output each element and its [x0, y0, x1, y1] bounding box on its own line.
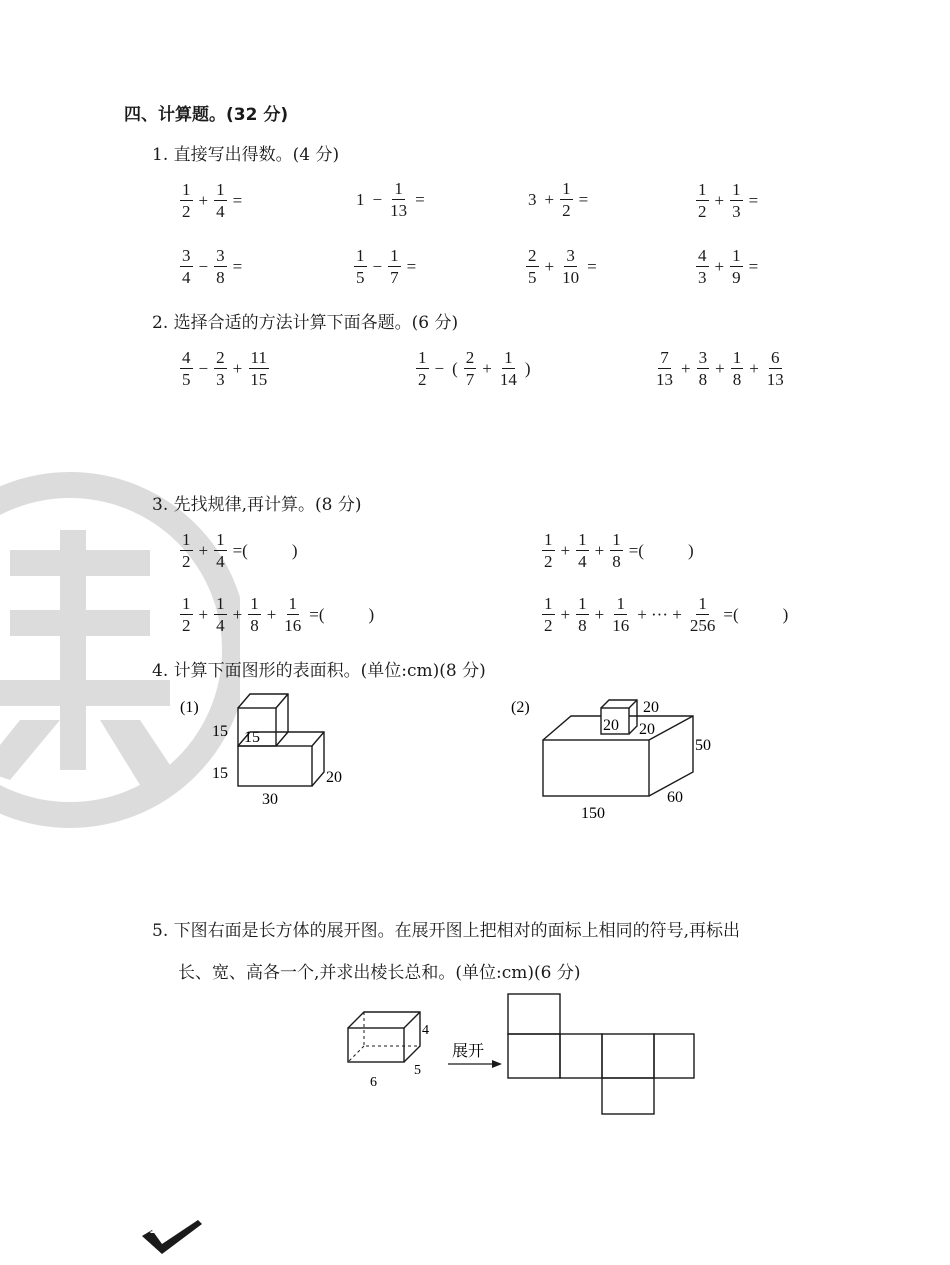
- q5-line-2: 长、宽、高各一个,并求出棱长总和。(单位:cm)(6 分): [178, 963, 581, 983]
- numerator: 1: [544, 594, 553, 613]
- fraction: [214, 181, 227, 220]
- close-paren: ): [782, 604, 789, 624]
- numerator: 1: [288, 594, 298, 613]
- denominator: 2: [182, 552, 191, 571]
- numerator: 1: [698, 180, 707, 199]
- equals-sign: =(: [628, 540, 644, 560]
- math-expression: [178, 531, 302, 570]
- operator: +: [198, 604, 209, 624]
- close-paren: ): [687, 540, 694, 560]
- figure-2: [505, 690, 745, 825]
- dim-bottom-height: 15: [212, 765, 228, 782]
- q3-expr: [540, 530, 698, 570]
- numerator: 3: [216, 246, 225, 265]
- denominator: 7: [465, 370, 475, 389]
- operator: +: [560, 540, 571, 560]
- denominator: 8: [578, 616, 587, 635]
- q1-expr: [694, 246, 762, 286]
- operator: +: [198, 540, 209, 560]
- term-text: 1: [356, 189, 365, 209]
- math-expression: [352, 247, 420, 286]
- denominator: 8: [216, 268, 225, 287]
- denominator: 2: [544, 552, 553, 571]
- fraction: [180, 349, 193, 388]
- fraction: [560, 247, 581, 286]
- numerator: 1: [616, 594, 625, 613]
- fraction: [388, 247, 401, 286]
- numerator: 1: [732, 348, 742, 367]
- operator: +: [266, 604, 277, 624]
- denominator: 256: [689, 616, 716, 635]
- denominator: 4: [182, 268, 191, 287]
- fraction: [282, 595, 303, 634]
- equals-sign: =(: [309, 604, 325, 624]
- q5-line-1: 5. 下图右面是长方体的展开图。在展开图上把相对的面标上相同的符号,再标出: [152, 921, 741, 941]
- denominator: 9: [732, 268, 741, 287]
- operator: +: [715, 358, 725, 378]
- figure-1: [170, 690, 370, 810]
- numerator: 2: [465, 348, 475, 367]
- denominator: 13: [656, 370, 673, 389]
- denominator: 8: [732, 370, 742, 389]
- page-number: 12: [149, 1222, 166, 1236]
- q2-expr: [178, 348, 271, 388]
- dim-box-height: 4: [422, 1023, 429, 1038]
- operator: +: [560, 604, 571, 624]
- numerator: 1: [544, 530, 553, 549]
- denominator: 16: [612, 616, 630, 635]
- numerator: 1: [182, 530, 191, 549]
- operator: −: [372, 256, 383, 276]
- box-top-right: [348, 1012, 420, 1062]
- fraction: [180, 531, 193, 570]
- fraction: [526, 247, 539, 286]
- figure-5: [340, 990, 700, 1120]
- math-expression: [540, 595, 792, 634]
- denominator: 5: [356, 268, 365, 287]
- denominator: 3: [698, 268, 707, 287]
- q3-expr: [540, 594, 792, 634]
- denominator: 4: [216, 552, 225, 571]
- dim-width: 30: [262, 791, 278, 808]
- math-expression: [540, 531, 698, 570]
- equals-sign: =: [232, 190, 243, 210]
- numerator: 3: [182, 246, 191, 265]
- numerator: 1: [390, 246, 399, 265]
- denominator: 3: [216, 370, 225, 389]
- fraction: [765, 349, 786, 388]
- figure-1-label: (1): [180, 699, 199, 716]
- term-text: (: [452, 358, 458, 378]
- top-top-right: [238, 694, 288, 732]
- operator: + ··· +: [637, 604, 682, 624]
- term-text: ): [524, 358, 531, 378]
- equals-sign: =: [748, 190, 759, 210]
- dim-cube-front: 20: [603, 717, 619, 734]
- cuboid-net: [508, 994, 694, 1114]
- fraction: [731, 349, 744, 388]
- operator: −: [372, 189, 383, 209]
- denominator: 4: [216, 202, 225, 221]
- numerator: 1: [732, 180, 741, 199]
- term-text: 3: [528, 189, 537, 209]
- numerator: 2: [216, 348, 225, 367]
- denominator: 14: [499, 370, 517, 389]
- numerator: 1: [216, 594, 225, 613]
- fraction: [542, 531, 555, 570]
- numerator: 4: [182, 348, 191, 367]
- denominator: 13: [766, 370, 784, 389]
- fraction: [498, 349, 519, 388]
- bottom-front-face: [238, 746, 312, 786]
- fraction: [388, 180, 409, 219]
- fraction: [654, 349, 675, 388]
- q1-expr: [352, 246, 420, 286]
- q2-title: 2. 选择合适的方法计算下面各题。(6 分): [152, 313, 459, 333]
- numerator: 1: [182, 594, 191, 613]
- fraction: [576, 531, 589, 570]
- q1-expr: [178, 246, 246, 286]
- denominator: 4: [216, 616, 225, 635]
- denominator: 8: [250, 616, 259, 635]
- fraction: [464, 349, 477, 388]
- fraction: [180, 595, 193, 634]
- numerator: 3: [698, 348, 708, 367]
- q2-expr: [414, 348, 535, 388]
- fraction: [214, 247, 227, 286]
- equals-sign: =(: [723, 604, 739, 624]
- numerator: 1: [578, 594, 587, 613]
- fraction: [730, 181, 743, 220]
- q1-title: 1. 直接写出得数。(4 分): [152, 145, 340, 165]
- denominator: 7: [390, 268, 399, 287]
- operator: +: [594, 540, 605, 560]
- math-expression: [352, 180, 429, 219]
- denominator: 8: [612, 552, 621, 571]
- fraction: [180, 181, 193, 220]
- numerator: 1: [504, 348, 513, 367]
- numerator: 1: [216, 530, 225, 549]
- fraction: [214, 349, 227, 388]
- numerator: 1: [182, 180, 191, 199]
- equals-sign: =(: [232, 540, 248, 560]
- q1-expr: [352, 180, 429, 219]
- operator: +: [544, 256, 555, 276]
- numerator: 1: [578, 530, 587, 549]
- q2-expr: [652, 348, 788, 388]
- q1-expr: [524, 246, 601, 286]
- denominator: 2: [698, 202, 707, 221]
- q4-title: 4. 计算下面图形的表面积。(单位:cm)(8 分): [152, 661, 486, 681]
- denominator: 13: [390, 201, 408, 220]
- denominator: 5: [182, 370, 191, 389]
- operator: +: [544, 189, 555, 209]
- fraction: [248, 595, 261, 634]
- arrow-label: 展开: [452, 1043, 485, 1060]
- operator: +: [232, 604, 243, 624]
- q1-expr: [524, 180, 592, 219]
- fraction: [248, 349, 269, 388]
- fraction: [416, 349, 429, 388]
- math-expression: [694, 181, 762, 220]
- numerator: 1: [250, 594, 259, 613]
- q3-expr: [178, 530, 302, 570]
- numerator: 4: [698, 246, 707, 265]
- fraction: [696, 181, 709, 220]
- operator: +: [714, 190, 725, 210]
- numerator: 1: [562, 179, 571, 198]
- dim-box-length: 6: [370, 1075, 377, 1090]
- math-expression: [178, 181, 246, 220]
- q1-expr: [694, 180, 762, 220]
- math-expression: [524, 247, 601, 286]
- denominator: 10: [562, 268, 580, 287]
- operator: +: [594, 604, 605, 624]
- q3-expr: [178, 594, 378, 634]
- dim-length: 150: [581, 805, 605, 822]
- operator: +: [681, 358, 691, 378]
- fraction: [180, 247, 193, 286]
- denominator: 2: [418, 370, 427, 389]
- numerator: 1: [418, 348, 427, 367]
- math-expression: [178, 247, 246, 286]
- numerator: 1: [356, 246, 365, 265]
- dim-cube-right: 20: [639, 721, 655, 738]
- fraction: [576, 595, 589, 634]
- section-title: 四、计算题。(32 分): [124, 105, 289, 125]
- fraction: [696, 247, 709, 286]
- fraction: [730, 247, 743, 286]
- numerator: 1: [612, 530, 621, 549]
- denominator: 2: [182, 616, 191, 635]
- operator: −: [434, 358, 445, 378]
- dim-cube-top: 20: [643, 699, 659, 716]
- denominator: 2: [544, 616, 553, 635]
- fraction: [688, 595, 718, 634]
- close-paren: ): [368, 604, 375, 624]
- dim-top-height: 15: [212, 723, 228, 740]
- numerator: 3: [566, 246, 575, 265]
- equals-sign: =: [587, 256, 597, 276]
- numerator: 7: [660, 348, 669, 367]
- fraction: [697, 349, 710, 388]
- denominator: 3: [732, 202, 741, 221]
- q3-title: 3. 先找规律,再计算。(8 分): [152, 495, 362, 515]
- box-front-face: [348, 1028, 404, 1062]
- equals-sign: =: [578, 189, 589, 209]
- close-paren: ): [291, 540, 298, 560]
- numerator: 1: [216, 180, 225, 199]
- equals-sign: =: [748, 256, 759, 276]
- denominator: 2: [562, 201, 571, 220]
- equals-sign: =: [232, 256, 243, 276]
- fraction: [354, 247, 367, 286]
- dim-depth: 20: [326, 769, 342, 786]
- operator: −: [198, 358, 209, 378]
- dim-height: 50: [695, 737, 711, 754]
- denominator: 8: [698, 370, 708, 389]
- operator: +: [232, 358, 243, 378]
- math-expression: [178, 595, 378, 634]
- numerator: 1: [698, 594, 707, 613]
- dim-top-front: 15: [244, 729, 260, 746]
- denominator: 5: [528, 268, 537, 287]
- math-expression: [178, 349, 271, 388]
- fraction: [542, 595, 555, 634]
- equals-sign: =: [415, 189, 425, 209]
- dim-depth: 60: [667, 789, 683, 806]
- operator: +: [714, 256, 725, 276]
- math-expression: [414, 349, 535, 388]
- fraction: [610, 595, 631, 634]
- operator: +: [198, 190, 209, 210]
- dim-box-depth: 5: [414, 1063, 421, 1078]
- denominator: 4: [578, 552, 587, 571]
- fraction: [610, 531, 623, 570]
- denominator: 15: [250, 370, 268, 389]
- box-front-face: [543, 740, 649, 796]
- operator: +: [749, 358, 759, 378]
- math-expression: [524, 180, 592, 219]
- numerator: 1: [394, 179, 403, 198]
- operator: +: [482, 358, 492, 378]
- denominator: 16: [284, 616, 302, 635]
- figure-2-label: (2): [511, 699, 530, 716]
- numerator: 2: [528, 246, 537, 265]
- operator: −: [198, 256, 209, 276]
- numerator: 11: [250, 348, 267, 367]
- math-expression: [694, 247, 762, 286]
- math-expression: [652, 349, 788, 388]
- fraction: [560, 180, 573, 219]
- numerator: 6: [771, 348, 780, 367]
- fraction: [214, 531, 227, 570]
- numerator: 1: [732, 246, 741, 265]
- equals-sign: =: [406, 256, 417, 276]
- q1-expr: [178, 180, 246, 220]
- fraction: [214, 595, 227, 634]
- denominator: 2: [182, 202, 191, 221]
